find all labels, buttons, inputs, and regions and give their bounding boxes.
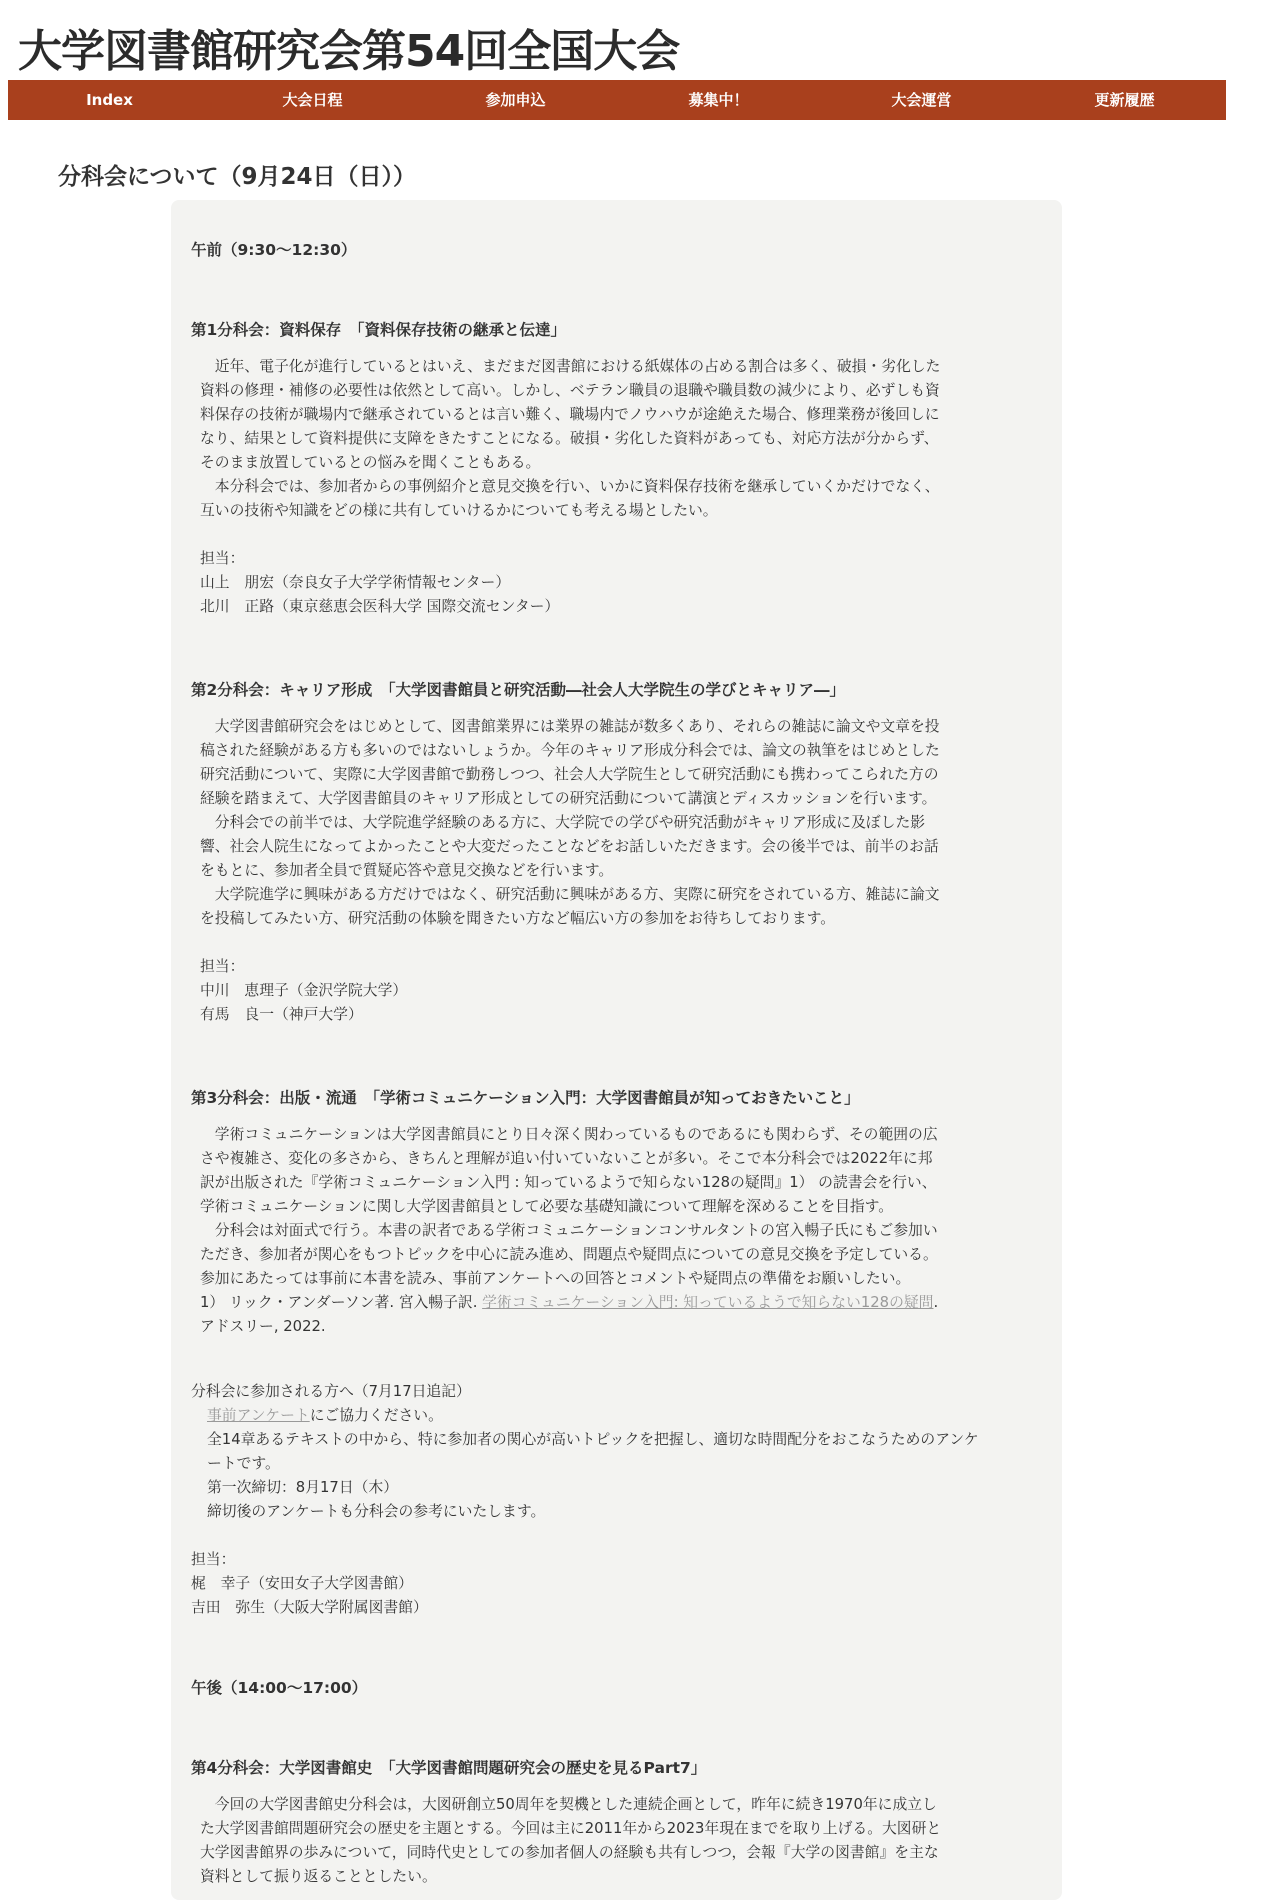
session-2-line: 大学院進学に興味がある方だけではなく、研究活動に興味がある方、実際に研究をされている方、雑誌に論文: [200, 886, 940, 903]
notice-line: 第一次締切：8月17日（木）: [207, 1479, 399, 1496]
session-2-line: 響、社会人院生になってよかったことや大変だったことなどをお話しいただきます。会の後半では、前半のお話: [200, 838, 939, 855]
session-4-description: [200, 1793, 1000, 1889]
managers-label: 担当：: [191, 1551, 236, 1568]
notice-line: 全14章あるテキストの中から、特に参加者の関心が高いトピックを把握し、適切な時間配分をおこなうためのアンケ: [207, 1431, 979, 1448]
nav-item-registration[interactable]: 参加申込: [485, 91, 546, 109]
site-title: 大学図書館研究会第54回全国大会: [18, 26, 680, 77]
session-1-line: 近年、電子化が進行しているとはいえ、まだまだ図書館における紙媒体の占める割合は多く、破損・劣化した: [200, 358, 941, 375]
managers-label: 担当：: [200, 550, 245, 567]
session-4-line: 大学図書館界の歩みについて，同時代史としての参加者個人の経験も共有しつつ，会報『大学の図書館』を主な: [200, 1844, 939, 1861]
session-2-description: [200, 715, 1000, 931]
reference-publisher: アドスリー, 2022.: [200, 1318, 326, 1335]
nav-item-schedule[interactable]: 大会日程: [282, 91, 343, 109]
session-3-line: 学術コミュニケーションに関し大学図書館員として必要な基礎知識について理解を深めることを目指す。: [200, 1198, 894, 1215]
session-2-line: 大学図書館研究会をはじめとして、図書館業界には業界の雑誌が数多くあり、それらの雑誌に論文や文章を投: [200, 718, 940, 735]
manager-name: 有馬 良一（神戸大学）: [200, 1006, 363, 1023]
session-4-line: 資料として振り返ることとしたい。: [200, 1868, 437, 1885]
reference-suffix: .: [933, 1294, 939, 1311]
participant-notice: [191, 1380, 1041, 1524]
nav-item-update-history[interactable]: 更新履歴: [1094, 91, 1155, 109]
session-2-line: 研究活動について、実際に大学図書館で勤務しつつ、社会人大学院生として研究活動にも携わってこられた方の: [200, 766, 939, 783]
session-1-line: 互いの技術や知識をどの様に共有していけるかについても考える場としたい。: [200, 502, 718, 519]
session-1-title: 第1分科会：資料保存 「資料保存技術の継承と伝達」: [191, 321, 567, 339]
session-2-line: をもとに、参加者全員で質疑応答や意見交換などを行います。: [200, 862, 614, 879]
session-3-line: さや複雑さ、変化の多さから、きちんと理解が追い付いていないことが多い。そこで本分科会では2022年に邦: [200, 1150, 933, 1167]
notice-heading: 分科会に参加される方へ（7月17日追記）: [191, 1383, 471, 1400]
content-panel: [171, 200, 1062, 1900]
reference-line: [200, 1291, 1000, 1315]
morning-heading: 午前（9:30〜12:30）: [191, 241, 357, 259]
session-3-description: [200, 1123, 1000, 1339]
session-1-description: [200, 355, 1000, 523]
manager-name: 吉田 弥生（大阪大学附属図書館）: [191, 1599, 428, 1616]
page-title: 分科会について（9月24日（日））: [58, 164, 417, 191]
nav-item-recruiting[interactable]: 募集中！: [688, 91, 749, 109]
session-1-line: そのまま放置しているとの悩みを聞くこともある。: [200, 454, 541, 471]
reference-book-link[interactable]: 学術コミュニケーション入門: 知っているようで知らない128の疑問: [482, 1294, 934, 1311]
session-2-managers: [200, 955, 407, 1027]
session-2-line: 分科会での前半では、大学院進学経験のある方に、大学院での学びや研究活動がキャリア形成に及ぼした影: [200, 814, 926, 831]
manager-name: 山上 朋宏（奈良女子大学学術情報センター）: [200, 574, 511, 591]
manager-name: 梶 幸子（安田女子大学図書館）: [191, 1575, 413, 1592]
session-3-line: 分科会は対面式で行う。本書の訳者である学術コミュニケーションコンサルタントの宮入暢子氏にもご参加い: [200, 1222, 938, 1239]
notice-line: 締切後のアンケートも分科会の参考にいたします。: [207, 1503, 546, 1520]
afternoon-heading: 午後（14:00〜17:00）: [191, 1679, 368, 1697]
session-3-managers: [191, 1548, 1041, 1620]
session-1-line: 本分科会では、参加者からの事例紹介と意見交換を行い、いかに資料保存技術を継承していくかだけでなく、: [200, 478, 940, 495]
session-2-line: 稿された経験がある方も多いのではないしょうか。今年のキャリア形成分科会では、論文の執筆をはじめとした: [200, 742, 940, 759]
session-2-title: 第2分科会：キャリア形成 「大学図書館員と研究活動―社会人大学院生の学びとキャリア―」: [191, 681, 846, 699]
session-3-line: 訳が出版された『学術コミュニケーション入門 : 知っているようで知らない128の疑問』1） の読書会を行い、: [200, 1174, 937, 1191]
session-1-managers: [200, 547, 559, 619]
survey-link[interactable]: 事前アンケート: [207, 1407, 310, 1424]
survey-suffix: にご協力ください。: [309, 1407, 443, 1424]
session-2-line: を投稿してみたい方、研究活動の体験を聞きたい方など幅広い方の参加をお待ちしております。: [200, 910, 836, 927]
managers-label: 担当：: [200, 958, 245, 975]
main-nav: [8, 80, 1226, 120]
nav-item-management[interactable]: 大会運営: [891, 91, 952, 109]
session-1-line: 料保存の技術が職場内で継承されているとは言い難く、職場内でノウハウが途絶えた場合、修理業務が後回しに: [200, 406, 940, 423]
notice-line: ートです。: [207, 1455, 280, 1472]
reference-prefix: 1） リック・アンダーソン著. 宮入暢子訳.: [200, 1294, 483, 1311]
manager-name: 中川 恵理子（金沢学院大学）: [200, 982, 408, 999]
session-1-line: 資料の修理・補修の必要性は依然として高い。しかし、ベテラン職員の退職や職員数の減少により、必ずしも資: [200, 382, 940, 399]
nav-item-index[interactable]: Index: [86, 91, 133, 109]
session-2-line: 経験を踏まえて、大学図書館員のキャリア形成としての研究活動について講演とディスカッションを行います。: [200, 790, 937, 807]
session-3-line: 学術コミュニケーションは大学図書館員にとり日々深く関わっているものであるにも関わらず、その範囲の広: [200, 1126, 938, 1143]
session-3-line: ただき、参加者が関心をもつトピックを中心に読み進め、問題点や疑問点についての意見交換を予定している。: [200, 1246, 938, 1263]
session-4-line: 今回の大学図書館史分科会は，大図研創立50周年を契機とした連続企画として，昨年に続き1970年に成立し: [200, 1796, 937, 1813]
session-3-line: 参加にあたっては事前に本書を読み、事前アンケートへの回答とコメントや疑問点の準備をお願いしたい。: [200, 1270, 911, 1287]
session-1-line: なり、結果として資料提供に支障をきたすことになる。破損・劣化した資料があっても、対応方法が分からず、: [200, 430, 939, 447]
session-4-title: 第4分科会：大学図書館史 「大学図書館問題研究会の歴史を見るPart7」: [191, 1759, 707, 1777]
session-3-title: 第3分科会：出版・流通 「学術コミュニケーション入門：大学図書館員が知っておきたいこと」: [191, 1089, 860, 1107]
manager-name: 北川 正路（東京慈恵会医科大学 国際交流センター）: [200, 598, 560, 615]
survey-line: [191, 1404, 1041, 1428]
session-4-line: た大学図書館問題研究会の歴史を主題とする。今回は主に2011年から2023年現在までを取り上げる。大図研と: [200, 1820, 942, 1837]
